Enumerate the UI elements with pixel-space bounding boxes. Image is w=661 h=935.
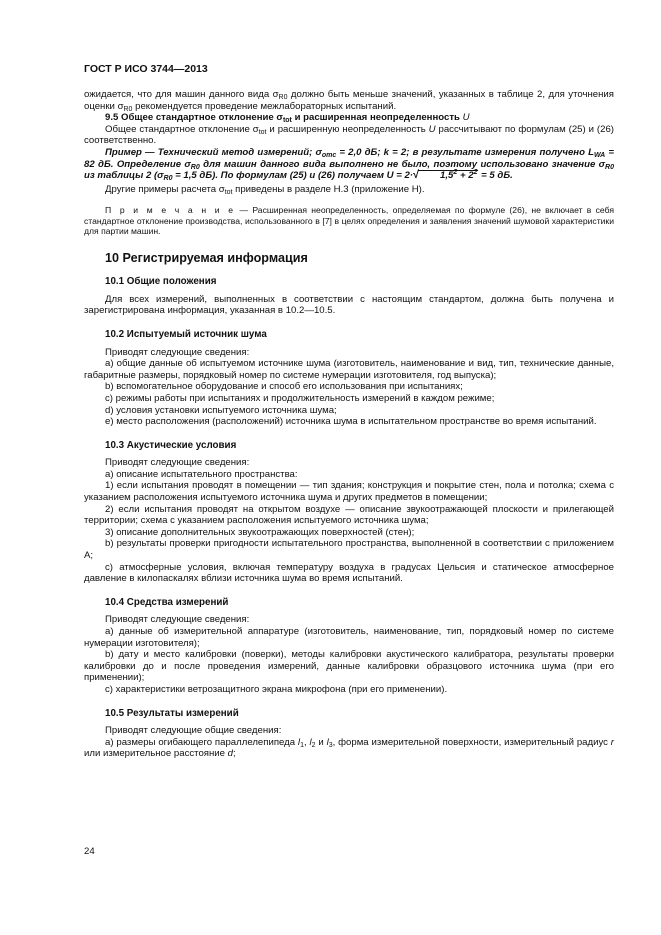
note-paragraph: П р и м е ч а н и е — Расширенная неопределенность, определяемая по формуле (26), не включает в себя стандартное отклонение производства, использованного в [7] в целях определения и заявления значений шумовой характеристики для партии машин. xyxy=(84,205,614,237)
heading-10-5: 10.5 Результаты измерений xyxy=(105,707,239,719)
heading-9-5: 9.5 Общее стандартное отклонение $\sigma_{tot}$ и расширенная неопределенность U xyxy=(105,112,470,125)
list-item: c) режимы работы при испытаниях и продолжительность измерений в каждом режиме; xyxy=(105,392,495,404)
heading-10-3: 10.3 Акустические условия xyxy=(105,439,237,451)
section-10-title: 10 Регистрируемая информация xyxy=(105,250,308,265)
example-paragraph: Пример — Технический метод измерений; $\sigma_{omc} = 2,0$ дБ; k = 2; в результате измерения получено $L_{WA} = 82$ дБ. Определение $\sigma_{R0}$ для машин данного вида выполнено не было, поэтому использовано значение $\sigma_{R0}$ из таблицы 2 ($\sigma_{R0} = 1,5$ дБ). По формулам (25) и (26) получаем U = 2·√ $1,5^2 + 2^2 = 5$ дБ. xyxy=(84,146,614,183)
page-number: 24 xyxy=(84,846,95,857)
list-item: b) дату и место калибровки (поверки), методы калибровки акустического калибратора, результаты проверки калибровки до и после проведения измерений, данные калибровки образцового источника шума (при его применении); xyxy=(84,649,614,684)
list-item: a) общие данные об испытуемом источнике шума (изготовитель, наименование и вид, тип, технические данные, габаритные размеры, порядковый номер по системе нумерации изготовителя, год выпуска); xyxy=(84,358,614,381)
list-item: b) вспомогательное оборудование и способ его использования при испытаниях; xyxy=(105,381,463,393)
paragraph-continuation: ожидается, что для машин данного вида $\sigma_{R0}$ должно быть меньше значений, указанных в таблице 2, для уточнения оценки $\sigma_{R0}$ рекомендуется проведение межлабораторных испытаний. xyxy=(84,89,614,113)
list-item: Приводят следующие сведения: xyxy=(105,346,250,358)
list-item: 3) описание дополнительных звукоотражающих поверхностей (стен); xyxy=(105,526,415,538)
list-item: Приводят следующие общие сведения: xyxy=(105,725,282,737)
list-item: e) место расположения (расположений) источника шума в испытательном пространстве во время испытаний. xyxy=(105,416,597,428)
list-item: 1) если испытания проводят в помещении — тип здания; конструкция и покрытие стен, пола и потолка; схема с указанием расположения испытуемого источника шума и других предметов в помещении; xyxy=(84,480,614,504)
list-item: a) данные об измерительной аппаратуре (изготовитель, наименование, тип, порядковый номер по системе нумерации изготовителя); xyxy=(84,626,614,649)
list-item: Приводят следующие сведения: xyxy=(105,457,250,469)
list-item: c) атмосферные условия, включая температуру воздуха в градусах Цельсия и статическое атмосферное давление в килопаскалях вблизи источника шума во время испытаний. xyxy=(84,561,614,585)
list-item: d) условия установки испытуемого источника шума; xyxy=(105,404,337,416)
paragraph-10-1: Для всех измерений, выполненных в соответствии с настоящим стандартом, должна быть получена и зарегистрирована информация, указанная в 10.2—10.5. xyxy=(84,293,614,317)
example-formula: U = 2·√ $1,5^2 + 2^2 = 5$ xyxy=(386,169,495,182)
running-header: ГОСТ Р ИСО 3744—2013 xyxy=(84,63,208,75)
list-item: 2) если испытания проводят на открытом воздухе — описание звукоотражающей плоскости и прилегающей территории; схема с указанием расположения испытуемого источника шума; xyxy=(84,503,614,527)
page-content xyxy=(84,89,614,760)
list-item: b) результаты проверки пригодности испытательного пространства, выполненной в соответствии с приложением А; xyxy=(84,538,614,562)
heading-10-1: 10.1 Общие положения xyxy=(105,276,217,288)
sqrt-sign: √ xyxy=(413,169,420,182)
sqrt-radicand: $1,5^2 + 2^2$ xyxy=(418,170,478,181)
paragraph-other-examples: Другие примеры расчета $\sigma_{tot}$ приведены в разделе Н.3 (приложение Н). xyxy=(105,183,425,196)
list-item: a) описание испытательного пространства: xyxy=(105,468,298,480)
list-item: Приводят следующие сведения: xyxy=(105,614,250,626)
paragraph-formulas: Общее стандартное отклонение $\sigma_{tot}$ и расширенную неопределенность U рассчитывают по формулам (25) и (26) соответственно. xyxy=(84,123,614,147)
list-item: c) характеристики ветрозащитного экрана микрофона (при его применении). xyxy=(105,683,448,695)
heading-10-2: 10.2 Испытуемый источник шума xyxy=(105,328,267,340)
heading-10-4: 10.4 Средства измерений xyxy=(105,596,229,608)
list-item: a) размеры огибающего параллелепипеда $l_1$, $l_2$ и $l_3$, форма измерительной поверхности, измерительный радиус r или измерительное расстояние d; xyxy=(84,736,614,760)
